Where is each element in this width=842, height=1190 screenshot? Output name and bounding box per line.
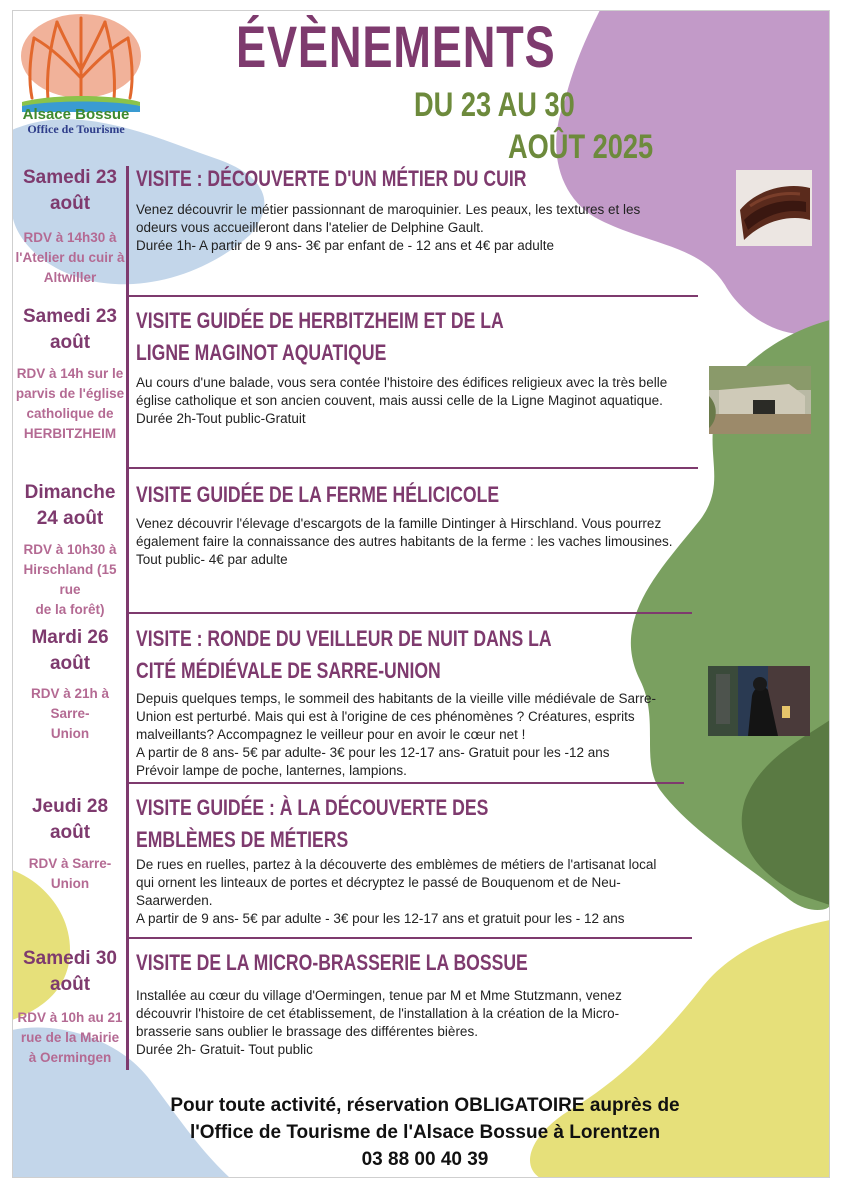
- title-line: VISITE GUIDÉE : À LA DÉCOUVERTE DES: [136, 795, 489, 820]
- body-line: Saarwerden.: [136, 893, 213, 908]
- event-title: [136, 163, 526, 195]
- event-meeting-point: [14, 854, 126, 894]
- body-line: De rues en ruelles, partez à la découverte des emblèmes de métiers de l'artisanat local: [136, 857, 657, 872]
- title-line: VISITE GUIDÉE DE HERBITZHEIM ET DE LA: [136, 308, 504, 333]
- title-line: LIGNE MAGINOT AQUATIQUE: [136, 340, 387, 365]
- event-description: [136, 987, 708, 1059]
- event-day: [16, 946, 124, 998]
- event-title: [136, 792, 488, 856]
- day-line: Dimanche: [24, 482, 116, 503]
- body-line: Venez découvrir le métier passionnant de maroquinier. Les peaux, les textures et les: [136, 202, 641, 217]
- rdv-line: rue de la Mairie: [20, 1030, 120, 1045]
- reservation-notice: [170, 1092, 680, 1173]
- day-line: Mardi 26: [31, 627, 109, 648]
- rdv-line: Union: [50, 726, 90, 741]
- rdv-line: RDV à 21h à Sarre-: [30, 686, 110, 721]
- rdv-line: parvis de l'église: [15, 386, 125, 401]
- footer-line: l'Office de Tourisme de l'Alsace Bossue à Lorentzen: [189, 1122, 661, 1143]
- event-title: [136, 305, 504, 369]
- rdv-line: catholique de: [26, 406, 114, 421]
- body-line: A partir de 8 ans- 5€ par adulte- 3€ pour les 12-17 ans- Gratuit pour les -12 ans: [136, 745, 610, 760]
- event-title: [136, 947, 528, 979]
- body-line: Depuis quelques temps, le sommeil des habitants de la vieille ville médiévale de Sarre-: [136, 691, 657, 706]
- rdv-line: HERBITZHEIM: [23, 426, 117, 441]
- day-line: Jeudi 28: [31, 796, 109, 817]
- rdv-line: RDV à 10h au 21: [17, 1010, 123, 1025]
- title-line: VISITE : DÉCOUVERTE D'UN MÉTIER DU CUIR: [136, 166, 527, 191]
- leather-photo: [736, 170, 812, 246]
- body-line: également faire la connaissance des autres habitants de la ferme : les vaches limousines.: [136, 534, 673, 549]
- day-line: 24 août: [36, 508, 104, 529]
- bunker-photo: [709, 366, 811, 434]
- rdv-line: RDV à Sarre-Union: [28, 856, 112, 891]
- body-line: découvrir l'histoire de cet établissement, de l'installation à la création de la Micro-: [136, 1006, 620, 1021]
- title-line: EMBLÈMES DE MÉTIERS: [136, 827, 349, 852]
- title-line: CITÉ MÉDIÉVALE DE SARRE-UNION: [136, 658, 441, 683]
- rdv-line: Altwiller: [43, 270, 97, 285]
- event-description: [136, 201, 708, 255]
- divider: [126, 467, 698, 469]
- event-description: [136, 515, 708, 569]
- day-line: août: [49, 822, 91, 843]
- event-day: [16, 625, 124, 677]
- body-line: malveillants? Accompagnez le veilleur pour en avoir le cœur net !: [136, 727, 526, 742]
- phone-number: 03 88 00 40 39: [361, 1149, 489, 1170]
- divider: [126, 937, 692, 939]
- event-title: [136, 479, 499, 511]
- day-line: août: [49, 974, 91, 995]
- body-line: brasserie sans oublier le brassage des différentes bières.: [136, 1024, 478, 1039]
- rdv-line: RDV à 14h30 à: [23, 230, 117, 245]
- page-title: ÉVÈNEMENTS: [236, 15, 556, 80]
- event-description: [136, 856, 708, 928]
- body-line: Tout public- 4€ par adulte: [136, 552, 288, 567]
- event-title: [136, 623, 552, 687]
- event-description: [136, 690, 708, 780]
- divider: [126, 612, 692, 614]
- event-day: [16, 304, 124, 356]
- timeline-line: [126, 166, 129, 1070]
- divider: [126, 782, 684, 784]
- body-line: Au cours d'une balade, vous sera contée l'histoire des édifices religieux avec la très belle: [136, 375, 668, 390]
- day-line: Samedi 23: [23, 167, 117, 188]
- logo-subtitle: Office de Tourisme: [27, 122, 125, 136]
- rdv-line: RDV à 10h30 à: [23, 542, 117, 557]
- body-line: Union est perturbé. Mais qui est à l'origine de ces phénomènes ? Créatures, esprits: [136, 709, 635, 724]
- rdv-line: RDV à 14h sur le: [16, 366, 124, 381]
- body-line: Durée 2h- Gratuit- Tout public: [136, 1042, 313, 1057]
- body-line: A partir de 9 ans- 5€ par adulte - 3€ pour les 12-17 ans et gratuit pour les - 12 ans: [136, 911, 625, 926]
- event-meeting-point: [14, 1008, 126, 1068]
- day-line: Samedi 23: [23, 306, 117, 327]
- body-line: Installée au cœur du village d'Oermingen, tenue par M et Mme Stutzmann, venez: [136, 988, 622, 1003]
- date-range: DU 23 AU 30: [414, 86, 575, 124]
- body-line: église catholique et son ancien couvent, mais aussi celle de la Ligne Maginot aquatique.: [136, 393, 663, 408]
- day-line: Samedi 30: [23, 948, 117, 969]
- title-line: VISITE DE LA MICRO-BRASSERIE LA BOSSUE: [136, 950, 528, 975]
- body-line: Prévoir lampe de poche, lanternes, lampions.: [136, 763, 407, 778]
- logo-title: Alsace Bossue: [22, 106, 130, 123]
- title-line: VISITE GUIDÉE DE LA FERME HÉLICICOLE: [136, 482, 500, 507]
- event-day: [16, 794, 124, 846]
- event-meeting-point: [14, 540, 126, 620]
- event-meeting-point: [14, 228, 126, 288]
- rdv-line: l'Atelier du cuir à: [15, 250, 125, 265]
- night-watchman-photo: [708, 666, 810, 736]
- body-line: qui ornent les linteaux de portes et décryptez le passé de Bouquenom et de Neu-: [136, 875, 621, 890]
- event-meeting-point: [14, 364, 126, 444]
- body-line: Durée 1h- A partir de 9 ans- 3€ par enfant de - 12 ans et 4€ par adulte: [136, 238, 555, 253]
- day-line: août: [49, 332, 91, 353]
- event-day: [16, 480, 124, 532]
- day-line: août: [49, 653, 91, 674]
- divider: [126, 295, 698, 297]
- title-line: VISITE : RONDE DU VEILLEUR DE NUIT DANS LA: [136, 626, 552, 651]
- event-description: [136, 374, 708, 428]
- body-line: Durée 2h-Tout public-Gratuit: [136, 411, 306, 426]
- body-line: Venez découvrir l'élevage d'escargots de la famille Dintinger à Hirschland. Vous pourrez: [136, 516, 662, 531]
- event-day: [16, 165, 124, 217]
- month-year: AOÛT 2025: [508, 128, 654, 166]
- event-meeting-point: [14, 684, 126, 744]
- body-line: odeurs vous accueilleront dans l'atelier de Delphine Gault.: [136, 220, 484, 235]
- day-line: août: [49, 193, 91, 214]
- footer-line: Pour toute activité, réservation OBLIGATOIRE auprès de: [170, 1095, 680, 1116]
- rdv-line: Hirschland (15 rue: [23, 562, 117, 597]
- rdv-line: à Oermingen: [28, 1050, 112, 1065]
- rdv-line: de la forêt): [35, 602, 105, 617]
